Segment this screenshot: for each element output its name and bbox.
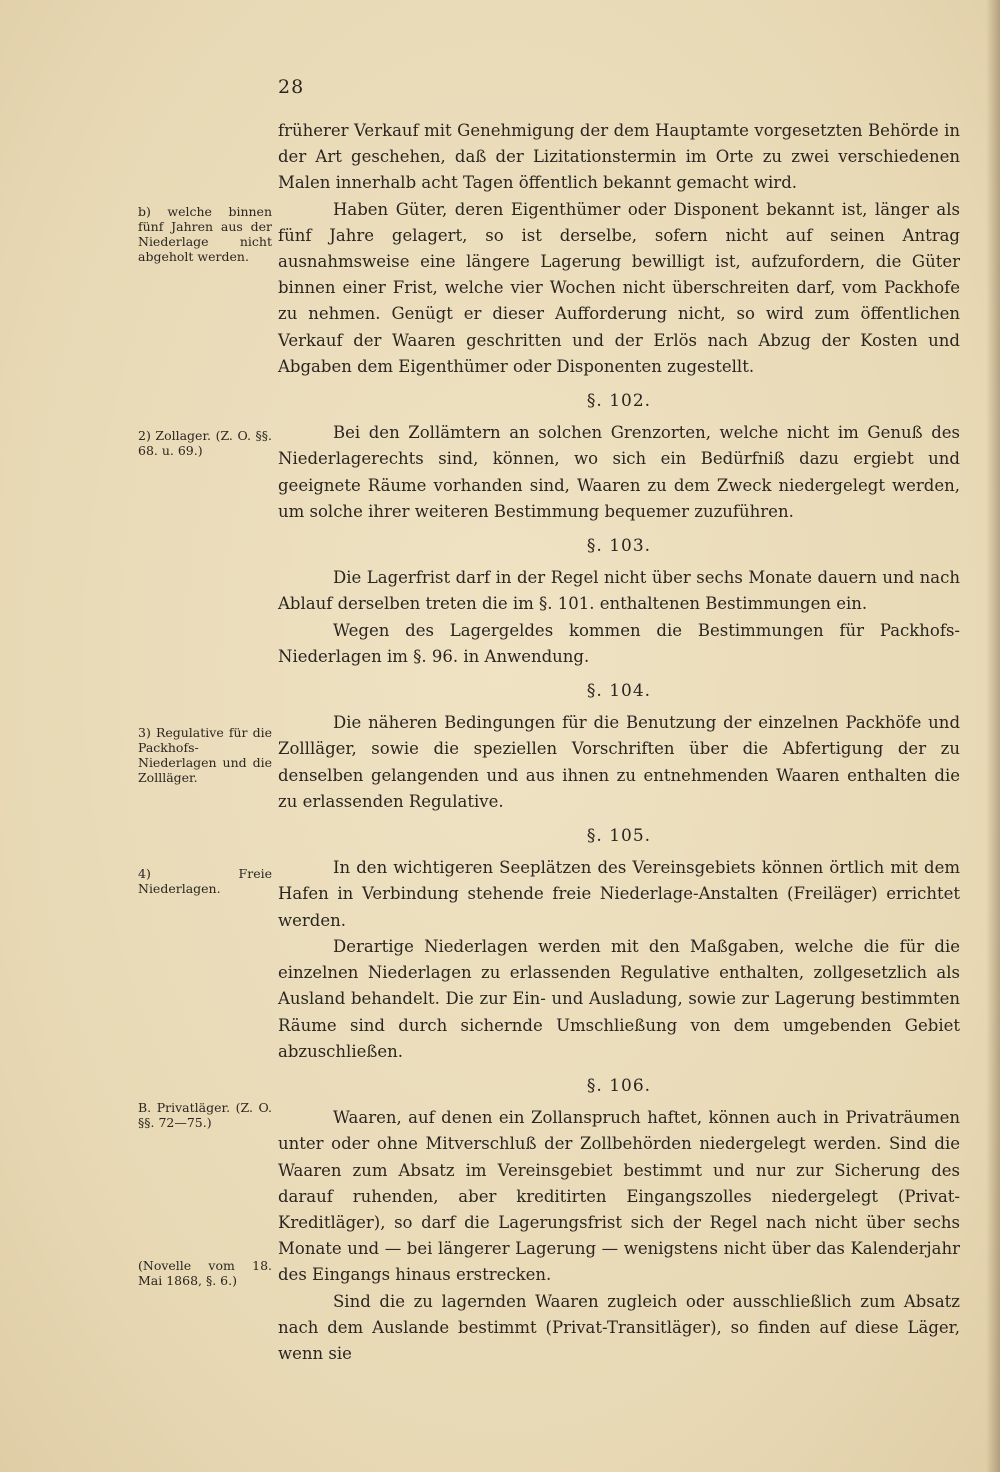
section-heading-103: §. 103. [586,536,652,557]
margin-note-b: b) welche binnen fünf Jahren aus der Niederlage nicht abgeholt werden. [138,204,272,264]
paragraph: Derartige Niederlagen werden mit den Maßgaben, welche die für die einzelnen Niederlagen zu erlassenden Regulative enthalten, zollgesetzlich als Ausland behandelt. Die zur Ein- und Ausladung, sowie zur Lagerung bestimmten Räume sind durch sichernde Umschließung von dem umgebenden Gebiet abzuschließen. [278,936,960,1061]
paragraph: Waaren, auf denen ein Zollanspruch haftet, können auch in Privaträumen unter oder ohne Mitverschluß der Zollbehörden niedergelegt werden. Sind die Waaren zum Absatz im Vereinsgebiet bestimmt und nur zur Sicherung des darauf ruhenden, aber kreditirten Eingangszolles niedergelegt (Privat-Kreditläger), so darf die Lagerungsfrist sich der Regel nach nicht über sechs Monate und — bei längerer Lagerung — wenigstens nicht über das Kalenderjahr des Eingangs hinaus erstrecken. [278,1108,960,1285]
section-heading-106: §. 106. [586,1075,652,1096]
margin-note-novelle: (Novelle vom 18. Mai 1868, §. 6.) [138,1258,272,1288]
main-text [278,118,960,1367]
margin-note-freie-niederlagen: 4) Freie Niederlagen. [138,866,272,896]
margin-note-privatlaeger: B. Privatläger. (Z. O. §§. 72—75.) [138,1100,272,1130]
paragraph: Sind die zu lagernden Waaren zugleich oder ausschließlich zum Absatz nach dem Auslande bestimmt (Privat-Transitläger), so finden auf diese Läger, wenn sie [278,1291,960,1363]
paragraph: Die Lagerfrist darf in der Regel nicht über sechs Monate dauern und nach Ablauf derselben treten die im §. 101. enthaltenen Bestimmungen ein. [278,568,960,614]
paragraph: Bei den Zollämtern an solchen Grenzorten, welche nicht im Genuß des Niederlagerechts sind, können, wo sich ein Bedürfniß dazu ergiebt und geeignete Räume vorhanden sind, Waaren zu dem Zweck niedergelegt werden, um solche ihrer weiteren Bestimmung bequemer zuzuführen. [278,423,960,521]
paragraph: Die näheren Bedingungen für die Benutzung der einzelnen Packhöfe und Zollläger, sowie die speziellen Vorschriften über die Abfertigung der zu denselben gelangenden und aus ihnen zu entnehmenden Waaren enthalten die zu erlassenden Regulative. [278,713,960,811]
paragraph: In den wichtigeren Seeplätzen des Vereinsgebiets können örtlich mit dem Hafen in Verbindung stehende freie Niederlage-Anstalten (Freiläger) errichtet werden. [278,858,960,930]
paragraph: Wegen des Lagergeldes kommen die Bestimmungen für Packhofs-Niederlagen im §. 96. in Anwendung. [278,620,960,666]
paragraph: Haben Güter, deren Eigenthümer oder Disponent bekannt ist, länger als fünf Jahre gelagert, so ist derselbe, sofern nicht auf seinen Antrag ausnahmsweise eine längere Lagerung bewilligt ist, aufzufordern, die Güter binnen einer Frist, welche vier Wochen nicht überschreiten darf, vom Packhofe zu nehmen. Genügt er dieser Aufforderung nicht, so wird zum öffentlichen Verkauf der Waaren geschritten und der Erlös nach Abzug der Kosten und Abgaben dem Eigenthümer oder Disponenten zugestellt. [278,199,960,376]
page-edge-shadow [986,0,1000,1472]
section-heading-102: §. 102. [586,391,652,412]
section-heading-105: §. 105. [586,826,652,847]
margin-note-zollager: 2) Zollager. (Z. O. §§. 68. u. 69.) [138,428,272,458]
page-number: 28 [278,76,305,98]
section-heading-104: §. 104. [586,681,652,702]
paragraph: früherer Verkauf mit Genehmigung der dem Hauptamte vorgesetzten Behörde in der Art geschehen, daß der Lizitationstermin im Orte zu zwei verschiedenen Malen innerhalb acht Tagen öffentlich bekannt gemacht wird. [278,121,960,193]
margin-note-regulative: 3) Regulative für die Packhofs-Niederlagen und die Zollläger. [138,725,272,785]
